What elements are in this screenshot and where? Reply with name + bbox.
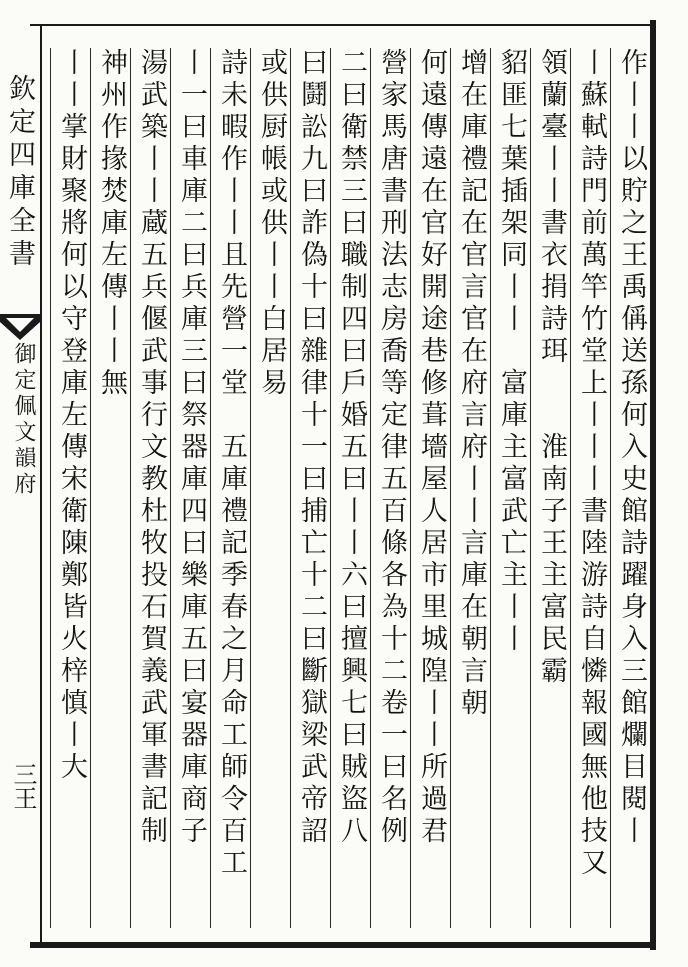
frame-bottom-border (30, 942, 656, 948)
column-text: 丨蘇軾詩門前萬竿竹堂上丨丨丨書陸游詩自憐報國無他技又 (576, 48, 607, 880)
text-column-15 (50, 48, 91, 928)
text-column-12 (170, 48, 211, 928)
column-text: 丨一曰車庫二曰兵庫三曰祭器庫四曰樂庫五曰宴器庫商子 (176, 48, 207, 848)
column-text: 作丨丨以貯之王禹偁送孫何入史館詩躍身入三館爛目閱丨 (616, 48, 647, 848)
text-column-4 (490, 48, 531, 928)
text-column-9 (290, 48, 331, 928)
text-column-1 (610, 48, 651, 928)
spine-subtitle: 御定佩文韻府 (11, 342, 36, 498)
page-spine (0, 26, 42, 942)
column-text: 何遠傳遠在官好開途巷修葺墻屋人居市里城隍丨丨所過君 (416, 48, 447, 848)
text-column-2 (570, 48, 611, 928)
column-text: 貂匪七葉插架同丨丨 富庫主富武亡主丨丨 (496, 48, 527, 656)
column-text: 增在庫禮記在官言官在府言府丨丨言庫在朝言朝 (456, 48, 487, 720)
text-column-10 (250, 48, 291, 928)
column-text: 或供厨帳或供丨丨白居易 (256, 48, 287, 400)
text-column-7 (370, 48, 411, 928)
text-column-6 (410, 48, 451, 928)
column-text: 詩未暇作丨丨且先營一堂 五庫禮記季春之月命工師令百工 (216, 48, 247, 880)
spine-page-number: 三王 (9, 762, 37, 810)
text-column-5 (450, 48, 491, 928)
column-text: 神州作掾焚庫左傳丨丨無 (96, 48, 127, 400)
text-column-14 (90, 48, 131, 928)
fish-tail-mark-icon (0, 312, 40, 342)
column-text: 二曰衛禁三曰職制四曰戶婚五曰丨丨六曰擅興七曰賊盜八 (336, 48, 367, 848)
text-column-8 (330, 48, 371, 928)
spine-title: 欽定四庫全書 (4, 74, 35, 272)
column-text: 領蘭臺丨丨書衣捐詩珥 淮南子王主富民霸 (536, 48, 567, 688)
text-column-11 (210, 48, 251, 928)
frame-top-border (30, 24, 650, 26)
text-column-3 (530, 48, 571, 928)
text-column-13 (130, 48, 171, 928)
column-text: 湯武築丨丨蔵五兵偃武事行文教杜牧投石賀義武軍書記制 (136, 48, 167, 848)
column-text: 曰鬪訟九曰詐偽十曰雜律十一曰捕亡十二曰斷獄梁武帝詔 (296, 48, 327, 848)
column-text: 丨丨掌財聚將何以守登庫左傳宋衛陳鄭皆火梓慎丨大 (56, 48, 87, 784)
column-text: 營家馬唐書刑法志房喬等定律五百條各為十二卷一曰名例 (376, 48, 407, 848)
